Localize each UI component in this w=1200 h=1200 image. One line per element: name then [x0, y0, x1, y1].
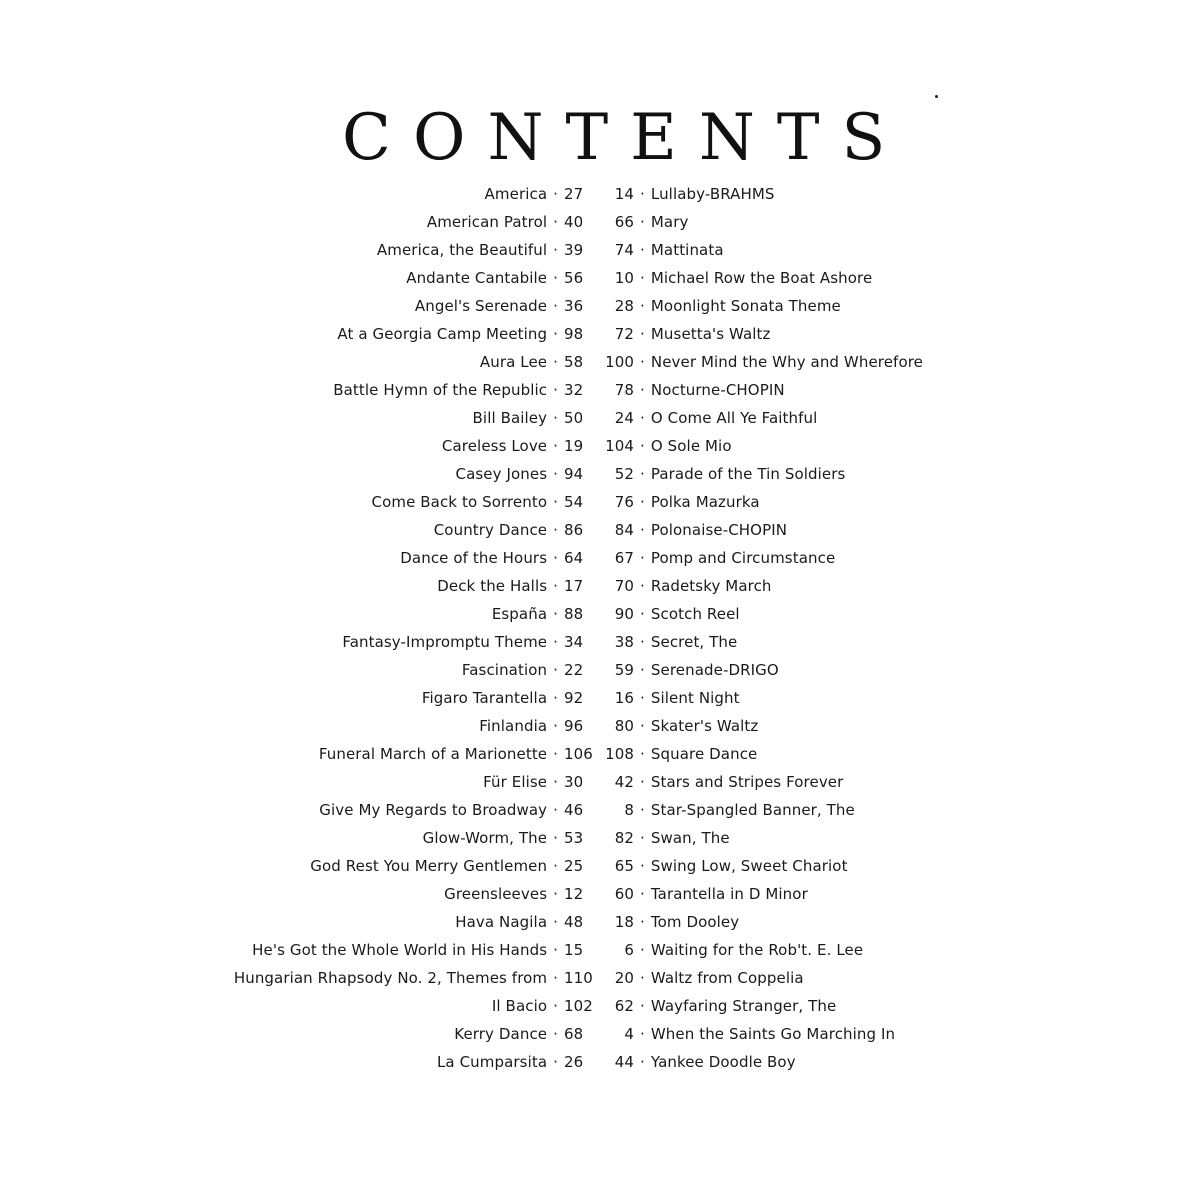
separator-dot: ·	[640, 493, 645, 511]
contents-entry	[598, 208, 978, 236]
page-number: 106	[564, 745, 593, 763]
contents-entry	[598, 180, 978, 208]
song-title: Serenade-DRIGO	[650, 661, 779, 679]
page-number: 16	[614, 689, 634, 707]
song-title: God Rest You Merry Gentlemen	[310, 857, 548, 875]
contents-entry	[220, 460, 590, 488]
song-title: Waltz from Coppelia	[650, 969, 804, 987]
song-title: Battle Hymn of the Republic	[333, 381, 548, 399]
page-number: 17	[564, 577, 584, 595]
song-title: Silent Night	[650, 689, 740, 707]
contents-entry	[598, 964, 978, 992]
song-title: Polka Mazurka	[650, 493, 760, 511]
contents-right-column	[598, 180, 978, 1076]
song-title: Musetta's Waltz	[650, 325, 771, 343]
separator-dot: ·	[553, 885, 558, 903]
page-number: 67	[614, 549, 634, 567]
separator-dot: ·	[640, 717, 645, 735]
separator-dot: ·	[553, 773, 558, 791]
song-title: Radetsky March	[650, 577, 772, 595]
separator-dot: ·	[640, 353, 645, 371]
separator-dot: ·	[553, 409, 558, 427]
contents-entry	[220, 992, 593, 1020]
page-number: 19	[564, 437, 584, 455]
separator-dot: ·	[553, 689, 558, 707]
contents-entry	[220, 432, 590, 460]
page-number: 92	[564, 689, 584, 707]
page-number: 66	[614, 213, 634, 231]
page-number: 15	[564, 941, 584, 959]
contents-entry	[220, 180, 590, 208]
separator-dot: ·	[640, 437, 645, 455]
page-number: 58	[564, 353, 584, 371]
contents-entry	[220, 600, 590, 628]
separator-dot: ·	[553, 577, 558, 595]
separator-dot: ·	[553, 549, 558, 567]
song-title: American Patrol	[426, 213, 548, 231]
separator-dot: ·	[640, 241, 645, 259]
song-title: Tarantella in D Minor	[650, 885, 808, 903]
song-title: Greensleeves	[444, 885, 548, 903]
song-title: Never Mind the Why and Wherefore	[650, 353, 923, 371]
song-title: Polonaise-CHOPIN	[650, 521, 788, 539]
song-title: Waiting for the Rob't. E. Lee	[650, 941, 864, 959]
song-title: America, the Beautiful	[376, 241, 548, 259]
separator-dot: ·	[640, 661, 645, 679]
separator-dot: ·	[640, 409, 645, 427]
separator-dot: ·	[553, 437, 558, 455]
page-number: 62	[614, 997, 634, 1015]
contents-entry	[598, 376, 978, 404]
separator-dot: ·	[553, 969, 558, 987]
song-title: Skater's Waltz	[650, 717, 759, 735]
page-number: 6	[624, 941, 634, 959]
contents-entry	[598, 572, 978, 600]
separator-dot: ·	[640, 941, 645, 959]
decorative-dot	[935, 95, 938, 98]
contents-entry	[220, 880, 590, 908]
page-number: 70	[614, 577, 634, 595]
page-number: 36	[564, 297, 584, 315]
song-title: Aura Lee	[479, 353, 548, 371]
song-title: Michael Row the Boat Ashore	[650, 269, 873, 287]
song-title: O Come All Ye Faithful	[650, 409, 818, 427]
page-number: 38	[614, 633, 634, 651]
contents-entry	[220, 824, 590, 852]
page-number: 40	[564, 213, 584, 231]
contents-entry	[598, 740, 978, 768]
page-number: 12	[564, 885, 584, 903]
song-title: Give My Regards to Broadway	[319, 801, 548, 819]
separator-dot: ·	[553, 913, 558, 931]
separator-dot: ·	[553, 801, 558, 819]
separator-dot: ·	[640, 381, 645, 399]
page-number: 98	[564, 325, 584, 343]
contents-entry	[598, 236, 978, 264]
contents-entry	[220, 236, 590, 264]
song-title: Dance of the Hours	[400, 549, 548, 567]
page-number: 46	[564, 801, 584, 819]
page-number: 65	[614, 857, 634, 875]
contents-entry	[220, 544, 590, 572]
song-title: Bill Bailey	[472, 409, 548, 427]
contents-entry	[220, 1048, 590, 1076]
separator-dot: ·	[640, 549, 645, 567]
separator-dot: ·	[553, 1025, 558, 1043]
separator-dot: ·	[553, 1053, 558, 1071]
separator-dot: ·	[640, 185, 645, 203]
contents-left-column	[220, 180, 593, 1076]
contents-entry	[220, 348, 590, 376]
separator-dot: ·	[553, 381, 558, 399]
page-number: 24	[614, 409, 634, 427]
song-title: España	[491, 605, 548, 623]
separator-dot: ·	[640, 297, 645, 315]
separator-dot: ·	[553, 521, 558, 539]
song-title: Secret, The	[650, 633, 738, 651]
separator-dot: ·	[640, 997, 645, 1015]
separator-dot: ·	[553, 857, 558, 875]
song-title: At a Georgia Camp Meeting	[337, 325, 548, 343]
separator-dot: ·	[640, 885, 645, 903]
page-number: 14	[614, 185, 634, 203]
separator-dot: ·	[553, 605, 558, 623]
contents-entry	[220, 516, 590, 544]
contents-entry	[220, 404, 590, 432]
separator-dot: ·	[553, 633, 558, 651]
song-title: Scotch Reel	[650, 605, 740, 623]
separator-dot: ·	[640, 689, 645, 707]
song-title: Figaro Tarantella	[421, 689, 548, 707]
song-title: Fascination	[461, 661, 548, 679]
contents-entry	[220, 1020, 590, 1048]
contents-entry	[598, 908, 978, 936]
contents-entry	[220, 908, 590, 936]
separator-dot: ·	[553, 185, 558, 203]
contents-entry	[220, 208, 590, 236]
song-title: Come Back to Sorrento	[371, 493, 548, 511]
page-number: 102	[564, 997, 593, 1015]
separator-dot: ·	[553, 745, 558, 763]
page-number: 28	[614, 297, 634, 315]
song-title: Fantasy-Impromptu Theme	[342, 633, 548, 651]
separator-dot: ·	[553, 269, 558, 287]
song-title: Moonlight Sonata Theme	[650, 297, 841, 315]
separator-dot: ·	[640, 1025, 645, 1043]
contents-entry	[598, 796, 978, 824]
page-number: 50	[564, 409, 584, 427]
page-number: 90	[614, 605, 634, 623]
separator-dot: ·	[640, 521, 645, 539]
contents-entry	[598, 768, 978, 796]
separator-dot: ·	[640, 1053, 645, 1071]
song-title: America	[484, 185, 548, 203]
page-number: 53	[564, 829, 584, 847]
contents-entry	[220, 768, 590, 796]
song-title: Finlandia	[479, 717, 548, 735]
contents-entry	[220, 488, 590, 516]
contents-entry	[220, 572, 590, 600]
separator-dot: ·	[640, 465, 645, 483]
song-title: Country Dance	[433, 521, 548, 539]
page-number: 110	[564, 969, 593, 987]
contents-entry	[220, 320, 590, 348]
song-title: He's Got the Whole World in His Hands	[252, 941, 548, 959]
song-title: La Cumparsita	[436, 1053, 548, 1071]
song-title: Mary	[650, 213, 689, 231]
page-number: 26	[564, 1053, 584, 1071]
separator-dot: ·	[553, 353, 558, 371]
page-number: 34	[564, 633, 584, 651]
page-number: 94	[564, 465, 584, 483]
song-title: Andante Cantabile	[406, 269, 548, 287]
song-title: Yankee Doodle Boy	[650, 1053, 796, 1071]
page-number: 84	[614, 521, 634, 539]
song-title: Hungarian Rhapsody No. 2, Themes from	[233, 969, 548, 987]
page-number: 54	[564, 493, 584, 511]
page-number: 86	[564, 521, 584, 539]
separator-dot: ·	[640, 633, 645, 651]
song-title: Kerry Dance	[454, 1025, 548, 1043]
page-number: 8	[624, 801, 634, 819]
page-number: 39	[564, 241, 584, 259]
separator-dot: ·	[640, 801, 645, 819]
page-number: 22	[564, 661, 584, 679]
page-number: 48	[564, 913, 584, 931]
contents-entry	[598, 320, 978, 348]
page-number: 42	[614, 773, 634, 791]
separator-dot: ·	[640, 213, 645, 231]
contents-entry	[598, 516, 978, 544]
song-title: Parade of the Tin Soldiers	[650, 465, 846, 483]
page-number: 59	[614, 661, 634, 679]
contents-entry	[220, 376, 590, 404]
page-number: 25	[564, 857, 584, 875]
page-number: 52	[614, 465, 634, 483]
separator-dot: ·	[553, 465, 558, 483]
contents-entry	[598, 684, 978, 712]
page-number: 30	[564, 773, 584, 791]
separator-dot: ·	[640, 829, 645, 847]
contents-entry	[598, 1020, 978, 1048]
separator-dot: ·	[640, 913, 645, 931]
song-title: When the Saints Go Marching In	[650, 1025, 896, 1043]
contents-entry	[220, 796, 590, 824]
contents-entry	[220, 852, 590, 880]
contents-entry	[598, 404, 978, 432]
contents-entry	[598, 880, 978, 908]
contents-entry	[598, 712, 978, 740]
contents-entry	[598, 936, 978, 964]
contents-entry	[598, 600, 978, 628]
separator-dot: ·	[640, 745, 645, 763]
song-title: Careless Love	[441, 437, 548, 455]
song-title: Für Elise	[483, 773, 548, 791]
separator-dot: ·	[553, 297, 558, 315]
song-title: Swing Low, Sweet Chariot	[650, 857, 848, 875]
song-title: Glow-Worm, The	[422, 829, 548, 847]
separator-dot: ·	[553, 717, 558, 735]
contents-entry	[598, 460, 978, 488]
song-title: Deck the Halls	[437, 577, 548, 595]
page-number: 88	[564, 605, 584, 623]
page-number: 32	[564, 381, 584, 399]
page-number: 100	[605, 353, 634, 371]
song-title: Funeral March of a Marionette	[318, 745, 548, 763]
song-title: Hava Nagila	[455, 913, 548, 931]
song-title: Casey Jones	[455, 465, 548, 483]
song-title: Lullaby-BRAHMS	[650, 185, 775, 203]
page-number: 96	[564, 717, 584, 735]
page-number: 18	[614, 913, 634, 931]
separator-dot: ·	[553, 493, 558, 511]
song-title: Star-Spangled Banner, The	[650, 801, 855, 819]
contents-entry	[220, 656, 590, 684]
contents-entry	[598, 292, 978, 320]
contents-entry	[598, 264, 978, 292]
page-number: 76	[614, 493, 634, 511]
separator-dot: ·	[640, 577, 645, 595]
song-title: Swan, The	[650, 829, 730, 847]
song-title: Tom Dooley	[650, 913, 740, 931]
song-title: Il Bacio	[491, 997, 548, 1015]
page-number: 44	[614, 1053, 634, 1071]
separator-dot: ·	[553, 325, 558, 343]
contents-entry	[598, 992, 978, 1020]
separator-dot: ·	[640, 605, 645, 623]
song-title: Square Dance	[650, 745, 758, 763]
separator-dot: ·	[553, 661, 558, 679]
song-title: Mattinata	[650, 241, 724, 259]
page-number: 27	[564, 185, 584, 203]
song-title: Angel's Serenade	[414, 297, 548, 315]
contents-entry	[220, 936, 590, 964]
song-title: O Sole Mio	[650, 437, 732, 455]
contents-entry	[220, 712, 590, 740]
contents-entry	[220, 264, 590, 292]
contents-entry	[598, 824, 978, 852]
separator-dot: ·	[640, 857, 645, 875]
page-number: 64	[564, 549, 584, 567]
page-number: 104	[605, 437, 634, 455]
page-number: 78	[614, 381, 634, 399]
separator-dot: ·	[640, 969, 645, 987]
song-title: Nocturne-CHOPIN	[650, 381, 785, 399]
separator-dot: ·	[553, 997, 558, 1015]
song-title: Wayfaring Stranger, The	[650, 997, 837, 1015]
contents-entry	[598, 544, 978, 572]
contents-entry	[220, 628, 590, 656]
page-number: 20	[614, 969, 634, 987]
separator-dot: ·	[553, 941, 558, 959]
page-number: 56	[564, 269, 584, 287]
page-number: 68	[564, 1025, 584, 1043]
song-title: Pomp and Circumstance	[650, 549, 836, 567]
separator-dot: ·	[553, 829, 558, 847]
contents-entry	[598, 656, 978, 684]
contents-entry	[598, 1048, 978, 1076]
separator-dot: ·	[640, 773, 645, 791]
page-number: 74	[614, 241, 634, 259]
contents-entry	[220, 292, 590, 320]
page-number: 80	[614, 717, 634, 735]
contents-entry	[598, 432, 978, 460]
contents-entry	[598, 628, 978, 656]
page-number: 72	[614, 325, 634, 343]
contents-entry	[220, 964, 593, 992]
page-number: 108	[605, 745, 634, 763]
song-title: Stars and Stripes Forever	[650, 773, 844, 791]
separator-dot: ·	[640, 325, 645, 343]
page-title: CONTENTS	[342, 100, 908, 175]
page-number: 60	[614, 885, 634, 903]
contents-entry	[220, 684, 590, 712]
contents-entry	[598, 488, 978, 516]
separator-dot: ·	[553, 241, 558, 259]
contents-entry	[220, 740, 593, 768]
page-number: 4	[624, 1025, 634, 1043]
contents-entry	[598, 348, 978, 376]
contents-entry	[598, 852, 978, 880]
page-number: 82	[614, 829, 634, 847]
page-number: 10	[614, 269, 634, 287]
separator-dot: ·	[640, 269, 645, 287]
separator-dot: ·	[553, 213, 558, 231]
